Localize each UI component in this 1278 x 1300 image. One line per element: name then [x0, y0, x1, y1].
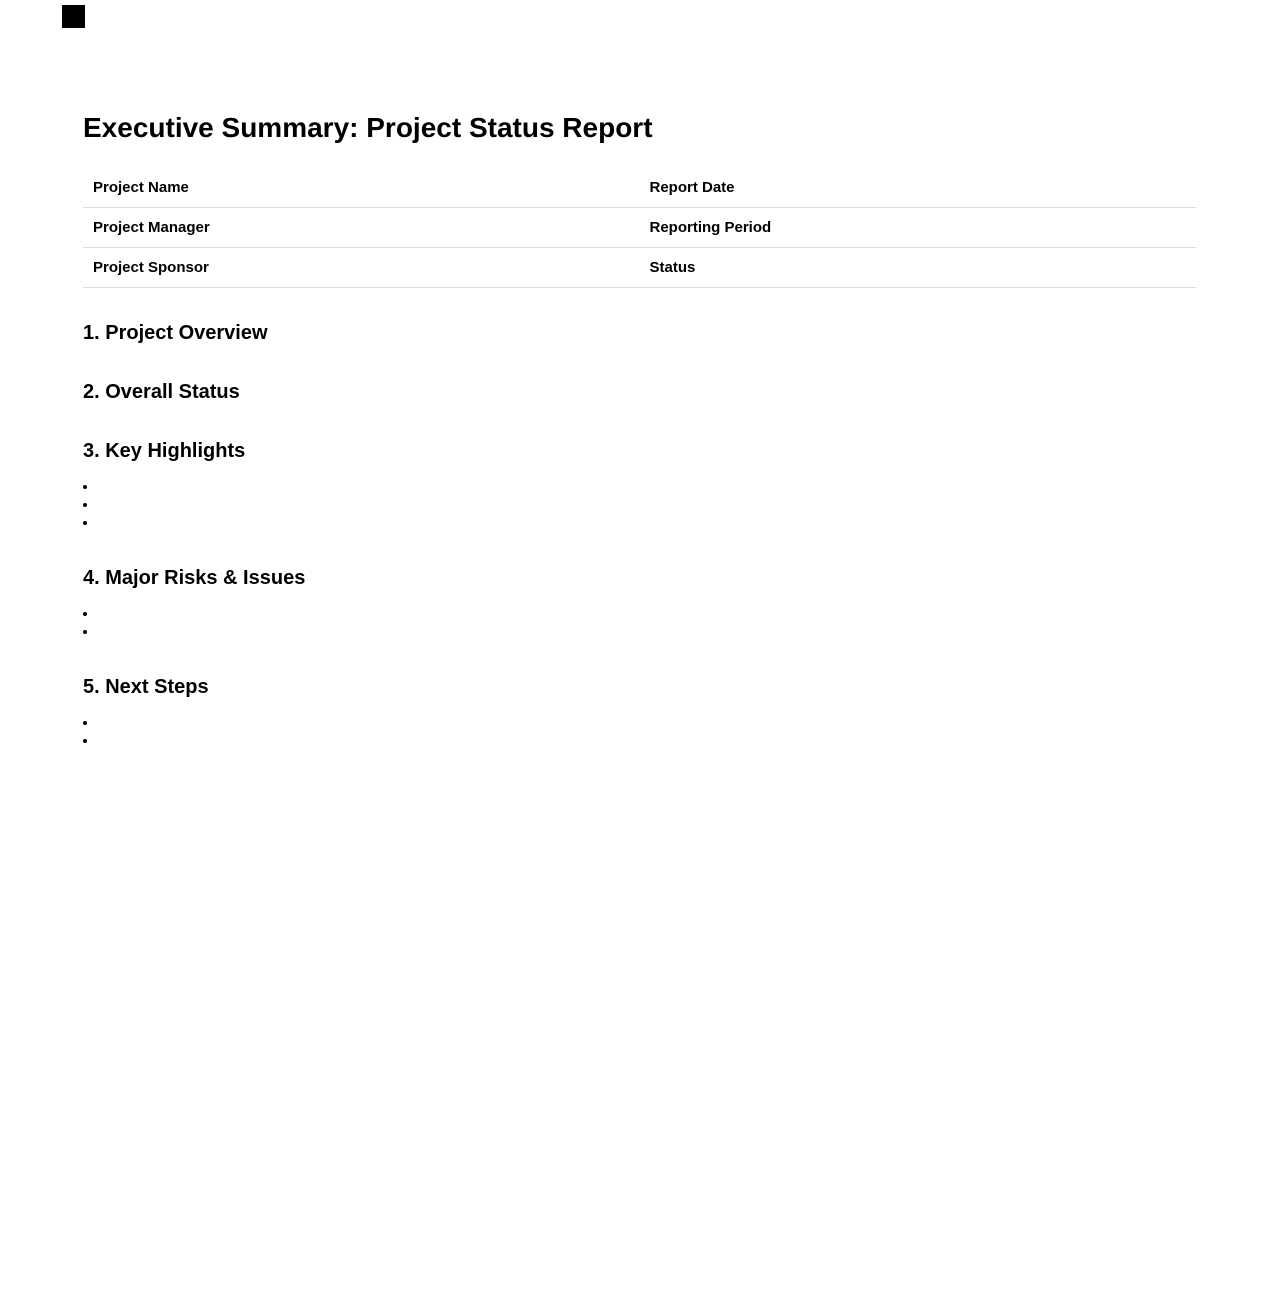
label-project-manager: Project Manager [83, 208, 640, 248]
next-steps-list [83, 713, 1196, 749]
label-project-name: Project Name [83, 168, 640, 208]
empty-bullet [98, 731, 1196, 749]
table-row [83, 248, 1196, 288]
empty-bullet [98, 622, 1196, 640]
section-heading-key-highlights: 3. Key Highlights [83, 440, 246, 462]
label-project-sponsor: Project Sponsor [83, 248, 640, 288]
key-highlights-list [83, 477, 1196, 531]
table-row [83, 168, 1196, 208]
empty-bullet [98, 495, 1196, 513]
table-row [83, 208, 1196, 248]
label-report-date: Report Date [640, 168, 1197, 208]
empty-bullet [98, 477, 1196, 495]
label-reporting-period: Reporting Period [640, 208, 1197, 248]
empty-bullet [98, 513, 1196, 531]
section-heading-next-steps: 5. Next Steps [83, 676, 209, 698]
section-heading-project-overview: 1. Project Overview [83, 322, 268, 344]
section-heading-major-risks-issues: 4. Major Risks & Issues [83, 567, 306, 589]
section-heading-overall-status: 2. Overall Status [83, 381, 240, 403]
page-title: Executive Summary: Project Status Report [83, 112, 653, 143]
empty-bullet [98, 604, 1196, 622]
empty-bullet [98, 713, 1196, 731]
label-status: Status [640, 248, 1197, 288]
major-risks-issues-list [83, 604, 1196, 640]
text-caret [62, 5, 85, 28]
project-info-table [83, 168, 1196, 288]
